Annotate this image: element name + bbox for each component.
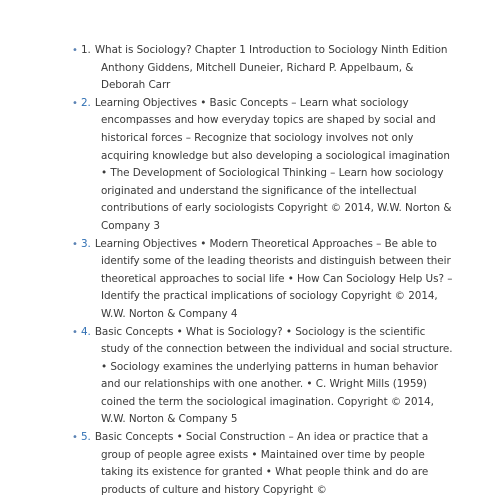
list-item	[72, 95, 455, 236]
list-item	[72, 429, 455, 499]
list-item	[72, 236, 455, 324]
item-text: Basic Concepts • What is Sociology? • Sociology is the scientific study of the connection between the individual and social structure. • Sociology examines the underlying patterns in human behavior and our relationships with one another. • C. Wright Mills (1959) coined the term the sociological imagination. Copyright © 2014, W.W. Norton & Company 5	[94, 325, 453, 426]
item-text: What is Sociology? Chapter 1 Introduction to Sociology Ninth Edition Anthony Giddens, Mitchell Duneier, Richard P. Appelbaum, & Deborah Carr	[94, 44, 448, 92]
bullet-icon: •	[72, 326, 78, 338]
item-text: Basic Concepts • Social Construction – An idea or practice that a group of people agree exists • Maintained over time by people taking its existence for granted • What people think and do are products of culture and history Copyright ©	[94, 431, 429, 496]
slide-list	[72, 42, 455, 499]
item-number-link[interactable]: 4.	[81, 325, 91, 338]
bullet-icon: •	[72, 432, 78, 444]
bullet-icon: •	[72, 238, 78, 250]
item-number-link[interactable]: 5.	[81, 431, 91, 444]
list-item	[72, 42, 455, 95]
bullet-icon: •	[72, 97, 78, 109]
bullet-icon: •	[72, 45, 78, 56]
list-item	[72, 324, 455, 430]
item-text: Learning Objectives • Basic Concepts – Learn what sociology encompasses and how everyday topics are shaped by social and historical forces – Recognize that sociology involves not only acquiring knowledge but also developing a sociological imagination • The Development of Sociological Thinking – Learn how sociology originated and understand the significance of the intellectual contributions of early sociologists Copyright © 2014, W.W. Norton & Company 3	[94, 96, 452, 232]
item-text: Learning Objectives • Modern Theoretical Approaches – Be able to identify some of the leading theorists and distinguish between their theoretical approaches to social life • How Can Sociology Help Us? – Identify the practical implications of sociology Copyright © 2014, W.W. Norton & Company 4	[94, 237, 453, 320]
item-number-link[interactable]: 2.	[81, 96, 91, 109]
item-number: 1.	[81, 44, 91, 56]
item-number-link[interactable]: 3.	[81, 237, 91, 250]
